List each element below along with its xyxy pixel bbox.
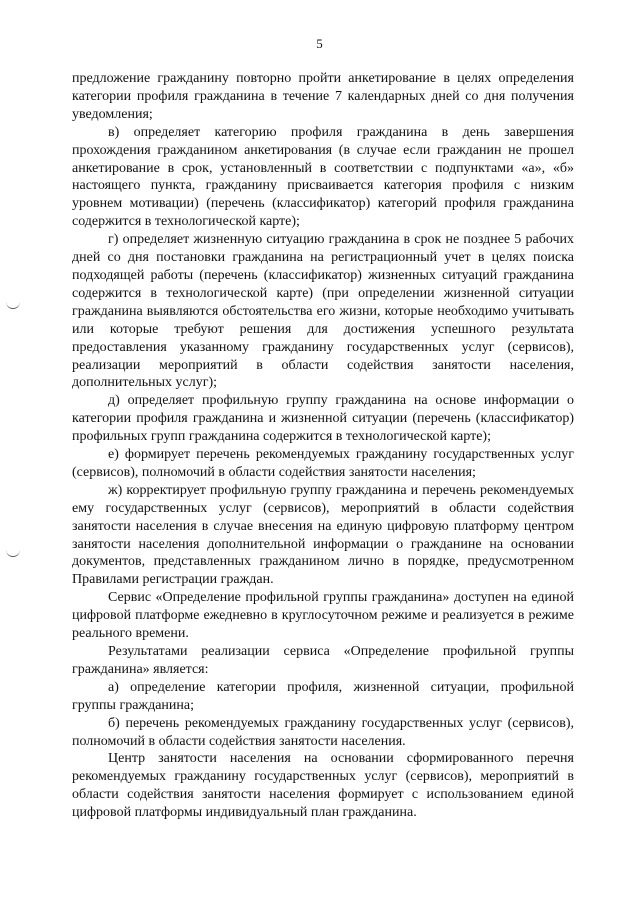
- document-body: [72, 70, 574, 822]
- paragraph-continuation: предложение гражданину повторно пройти анкетирование в целях определения категории профиля гражданина в течение 7 календарных дней со дня получения уведомления;: [72, 71, 574, 122]
- paragraph-results-intro: Результатами реализации сервиса «Определение профильной группы гражданина» является:: [72, 644, 574, 677]
- paragraph-result-b: б) перечень рекомендуемых гражданину государственных услуг (сервисов), полномочий в области содействия занятости населения.: [72, 715, 574, 749]
- paragraph-item-e: е) формирует перечень рекомендуемых гражданину государственных услуг (сервисов), полномочий в области содействия занятости населения;: [72, 447, 574, 480]
- paragraph-item-g: г) определяет жизненную ситуацию гражданина в срок не позднее 5 рабочих дней со дня постановки гражданина на регистрационный учет в целях поиска подходящей работы (перечень (классификатор) жизненных ситуаций гражданина содержится в технологической карте) (при определении жизненной ситуации гражданина выявляются обстоятельства его жизни, которые необходимо учитывать или которые требуют решения для достижения успешного результата предоставления указанному гражданину государственных услуг (сервисов), реализации мероприятий в области содействия занятости населения, дополнительных услуг);: [72, 232, 574, 391]
- page-number: 5: [316, 36, 323, 51]
- paragraph-item-d: д) определяет профильную группу гражданина на основе информации о категории профиля гражданина и жизненной ситуации (перечень (классификатор) профильных групп гражданина содержится в технологической карте);: [72, 393, 574, 445]
- paragraph-item-v: в) определяет категорию профиля гражданина в день завершения прохождения гражданином анкетирования (в случае если гражданин не прошел анкетирование в срок, установленный в соответствии с подпунктами «а», «б» настоящего пункта, гражданину присваивается категория профиля с низким уровнем мотивации) (перечень (классификатор) категорий профиля гражданина содержится в технологической карте);: [72, 124, 574, 230]
- paragraph-result-a: а) определение категории профиля, жизненной ситуации, профильной группы гражданина;: [72, 679, 574, 713]
- paragraph-service-availability: Сервис «Определение профильной группы гражданина» доступен на единой цифровой платформе ежедневно в круглосуточном режиме и реализуется в режиме реального времени.: [72, 590, 574, 642]
- paragraph-individual-plan: Центр занятости населения на основании сформированного перечня рекомендуемых гражданину государственных услуг (сервисов), мероприятий в области содействия занятости населения формирует с использованием единой цифровой платформы индивидуальный план гражданина.: [72, 751, 574, 821]
- paragraph-item-zh: ж) корректирует профильную группу гражданина и перечень рекомендуемых ему государственных услуг (сервисов), мероприятий в области содействия занятости населения в случае внесения на единую цифровую платформу центром занятости населения дополнительной информации о гражданине на основании документов, представленных гражданином лично в порядке, предусмотренном Правилами регистрации граждан.: [72, 482, 574, 588]
- margin-mark: [6, 300, 20, 309]
- margin-mark: [6, 548, 20, 557]
